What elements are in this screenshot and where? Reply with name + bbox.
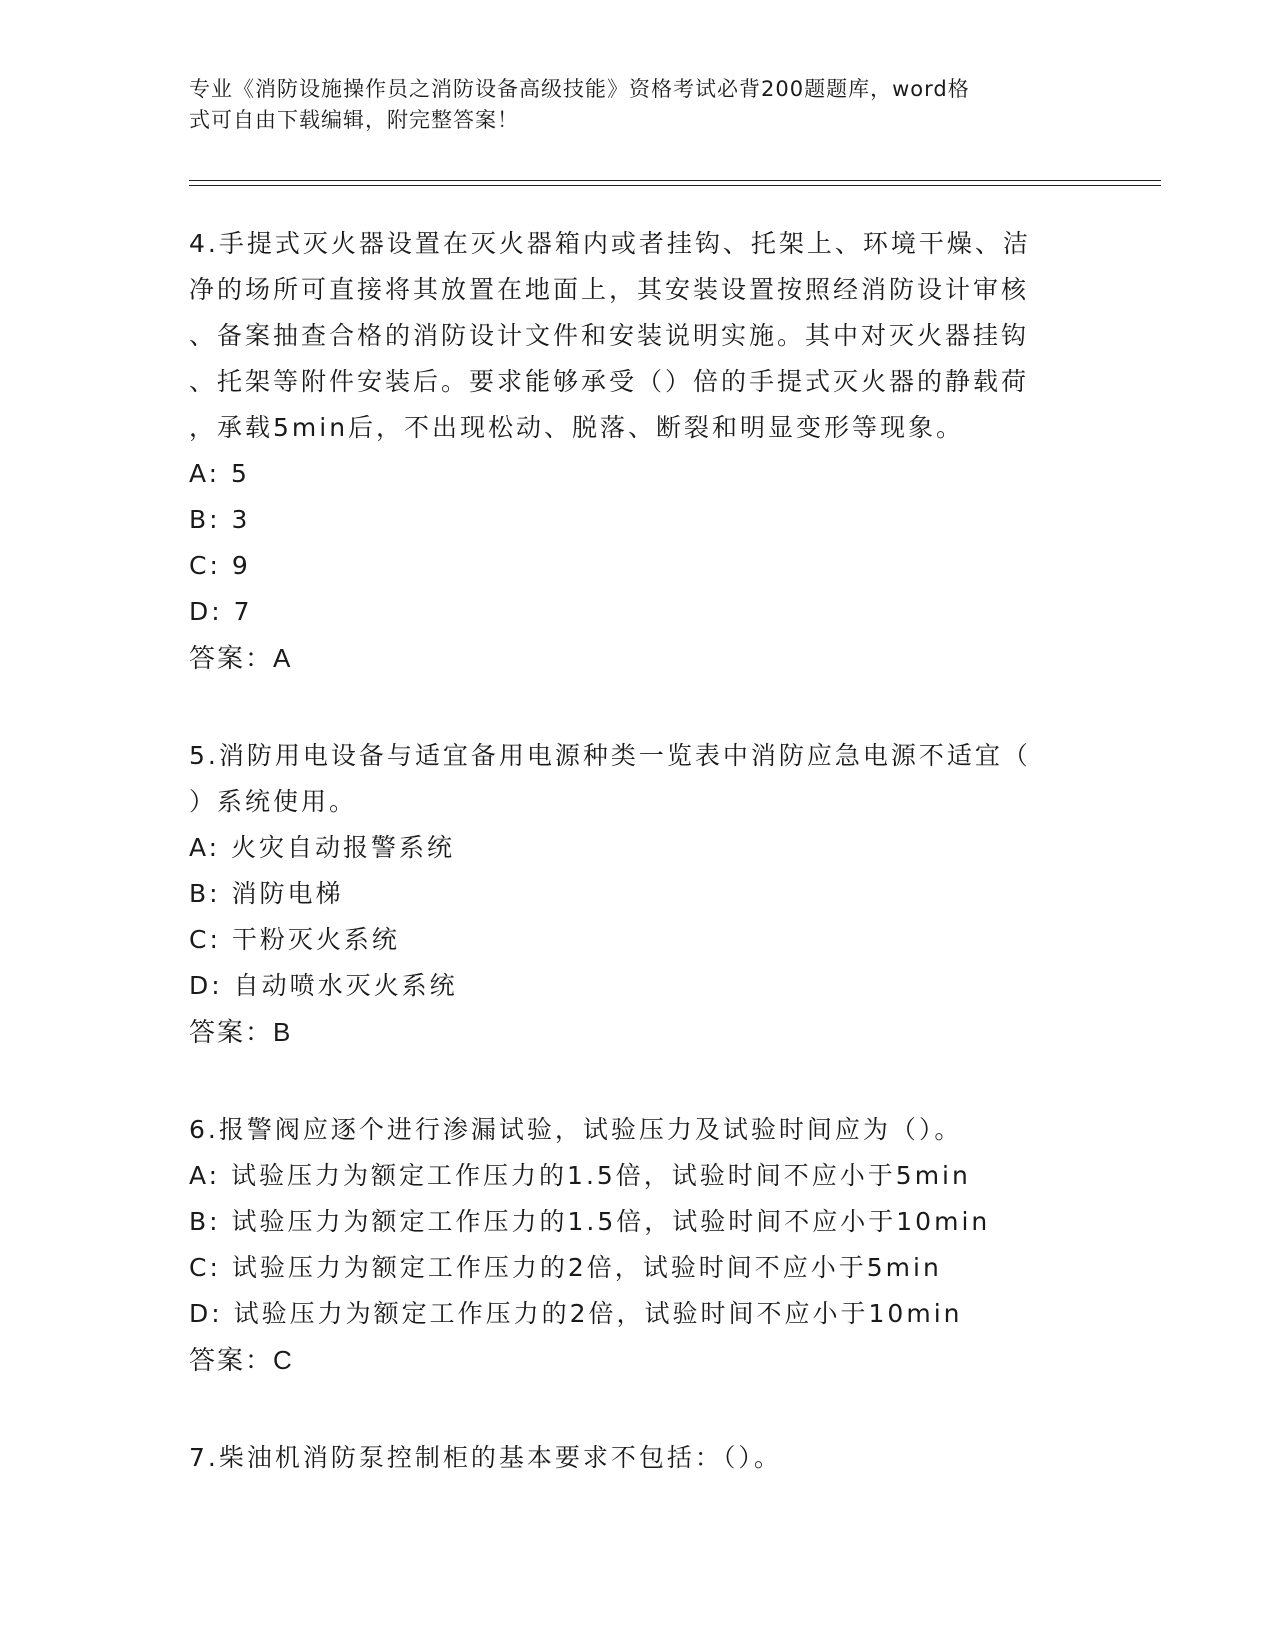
question-stem-line: 5.消防用电设备与适宜备用电源种类一览表中消防应急电源不适宜（ [189, 741, 1031, 770]
option-c: C: 干粉灭火系统 [189, 925, 400, 954]
option-c: C: 9 [189, 551, 251, 580]
header-line-2: 式可自由下载编辑，附完整答案！ [189, 108, 519, 132]
question-5 [189, 733, 1069, 1055]
option-c: C: 试验压力为额定工作压力的2倍，试验时间不应小于5min [189, 1253, 942, 1282]
question-4 [189, 221, 1069, 681]
answer: 答案：A [189, 643, 293, 673]
header-divider-top [189, 180, 1161, 181]
question-stem-line: 、托架等附件安装后。要求能够承受（）倍的手提式灭火器的静载荷 [189, 367, 1030, 396]
option-d: D: 自动喷水灭火系统 [189, 971, 458, 1000]
question-7 [189, 1435, 1069, 1481]
option-a: A: 试验压力为额定工作压力的1.5倍，试验时间不应小于5min [189, 1161, 971, 1190]
question-stem-line: 7.柴油机消防泵控制柜的基本要求不包括：（）。 [189, 1443, 782, 1472]
question-stem-line: 、备案抽查合格的消防设计文件和安装说明实施。其中对灭火器挂钩 [189, 321, 1030, 350]
header-divider-bottom [189, 185, 1161, 186]
answer: 答案：B [189, 1017, 293, 1047]
option-b: B: 3 [189, 505, 251, 534]
question-stem-line: 6.报警阀应逐个进行渗漏试验，试验压力及试验时间应为（）。 [189, 1115, 963, 1144]
question-stem-line: ，承载5min后，不出现松动、脱落、断裂和明显变形等现象。 [189, 413, 965, 442]
option-a: A: 火灾自动报警系统 [189, 833, 456, 862]
question-stem-line: 净的场所可直接将其放置在地面上，其安装设置按照经消防设计审核 [189, 275, 1030, 304]
question-6 [189, 1107, 1069, 1383]
option-d: D: 试验压力为额定工作压力的2倍，试验时间不应小于10min [189, 1299, 963, 1328]
option-b: B: 试验压力为额定工作压力的1.5倍，试验时间不应小于10min [189, 1207, 991, 1236]
answer: 答案：C [189, 1345, 294, 1375]
option-d: D: 7 [189, 597, 253, 626]
option-b: B: 消防电梯 [189, 879, 344, 908]
question-stem-line: ）系统使用。 [189, 787, 358, 816]
question-stem-line: 4.手提式灭火器设置在灭火器箱内或者挂钩、托架上、环境干燥、洁 [189, 229, 1031, 258]
header-line-1: 专业《消防设施操作员之消防设备高级技能》资格考试必背200题题库，word格 [189, 77, 970, 101]
option-a: A: 5 [189, 459, 250, 488]
document-header [189, 74, 1089, 136]
